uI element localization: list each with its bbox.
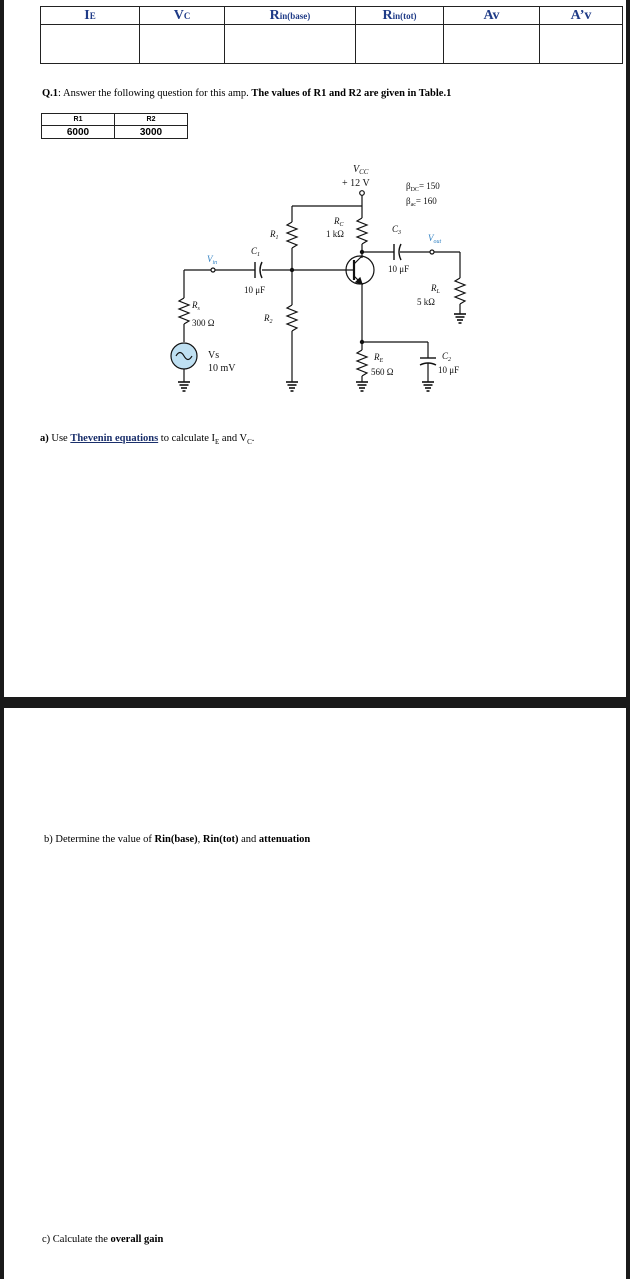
- rs-label: $R_s$: [192, 300, 200, 312]
- vs-value: 10 mV: [208, 363, 236, 374]
- vin-terminal: [211, 268, 215, 272]
- question-text: : Answer the following question for this amp.: [58, 88, 252, 99]
- question-number: Q.1: [42, 88, 59, 99]
- vcc-terminal: [360, 191, 365, 196]
- ground-icon: [454, 314, 466, 323]
- vout-terminal: [430, 250, 434, 254]
- c3-value: 10 μF: [388, 264, 410, 274]
- vcc-label: $V_{CC}$: [353, 164, 369, 176]
- header-av: Av: [444, 7, 540, 25]
- rc-label: $R_C$: [334, 216, 344, 228]
- re-value: 560 Ω: [371, 367, 394, 377]
- rs-value: 300 Ω: [192, 318, 215, 328]
- answer-cell-rin-tot[interactable]: [356, 25, 444, 64]
- amplifier-circuit-diagram: [154, 150, 474, 400]
- part-b-question: b) Determine the value of Rin(base), Rin(tot) and attenuation: [44, 834, 311, 845]
- values-header-r1: R1: [42, 114, 115, 126]
- c2-label: $C_2$: [442, 351, 452, 363]
- results-table: [40, 6, 623, 64]
- r2-label: $R_2$: [264, 313, 273, 325]
- question-1: [42, 88, 451, 99]
- header-ie: IE: [41, 7, 140, 25]
- question-bold-text: The values of R1 and R2 are given in Table.1: [251, 88, 452, 99]
- ground-icon: [356, 382, 368, 391]
- rc-value: 1 kΩ: [326, 229, 344, 239]
- r1-resistor: [287, 222, 297, 248]
- header-av-prime: A’v: [540, 7, 623, 25]
- answer-cell-av-prime[interactable]: [540, 25, 623, 64]
- vs-label: Vs: [208, 350, 220, 361]
- rs-resistor: [179, 298, 189, 324]
- values-header-row: [42, 114, 188, 126]
- c1-label: $C_1$: [251, 246, 261, 258]
- values-header-r2: R2: [115, 114, 188, 126]
- c1-value: 10 μF: [244, 285, 266, 295]
- part-c-question: c) Calculate the overall gain: [42, 1234, 164, 1245]
- thevenin-link[interactable]: Thevenin equations: [70, 433, 159, 444]
- answer-cell-rin-base[interactable]: [225, 25, 356, 64]
- beta-dc-label: $\beta_{DC}= 150$: [406, 181, 440, 193]
- r2-resistor: [287, 305, 297, 331]
- c3-label: $C_3$: [392, 224, 402, 236]
- re-resistor: [357, 350, 367, 376]
- rl-label: $R_L$: [431, 283, 440, 295]
- ground-icon: [178, 382, 190, 391]
- r1-label: $R_1$: [270, 229, 279, 241]
- beta-ac-label: $\beta_{ac}= 160$: [406, 196, 437, 208]
- header-vc: VC: [140, 7, 225, 25]
- vin-label: $V_{in}$: [207, 254, 218, 266]
- results-header-row: [41, 7, 623, 25]
- vout-label: $V_{out}$: [428, 233, 442, 245]
- answer-cell-av[interactable]: [444, 25, 540, 64]
- values-row: [42, 126, 188, 139]
- worksheet-page-2: [4, 708, 626, 1279]
- answer-cell-vc[interactable]: [140, 25, 225, 64]
- rl-resistor: [455, 278, 465, 304]
- value-r1: 6000: [42, 126, 115, 139]
- ground-icon: [422, 382, 434, 391]
- results-answer-row: [41, 25, 623, 64]
- values-table: [41, 113, 188, 139]
- vcc-value: + 12 V: [342, 178, 370, 189]
- re-label: $R_E$: [374, 352, 384, 364]
- worksheet-page-1: [4, 0, 626, 697]
- value-r2: 3000: [115, 126, 188, 139]
- header-rin-tot: Rin(tot): [356, 7, 444, 25]
- rc-resistor: [357, 218, 367, 244]
- answer-cell-ie[interactable]: [41, 25, 140, 64]
- ground-icon: [286, 382, 298, 391]
- part-a-question: a) Use Thevenin equations to calculate $I_E$ and $V_C$.: [40, 433, 255, 447]
- c2-value: 10 μF: [438, 365, 460, 375]
- header-rin-base: Rin(base): [225, 7, 356, 25]
- rl-value: 5 kΩ: [417, 297, 435, 307]
